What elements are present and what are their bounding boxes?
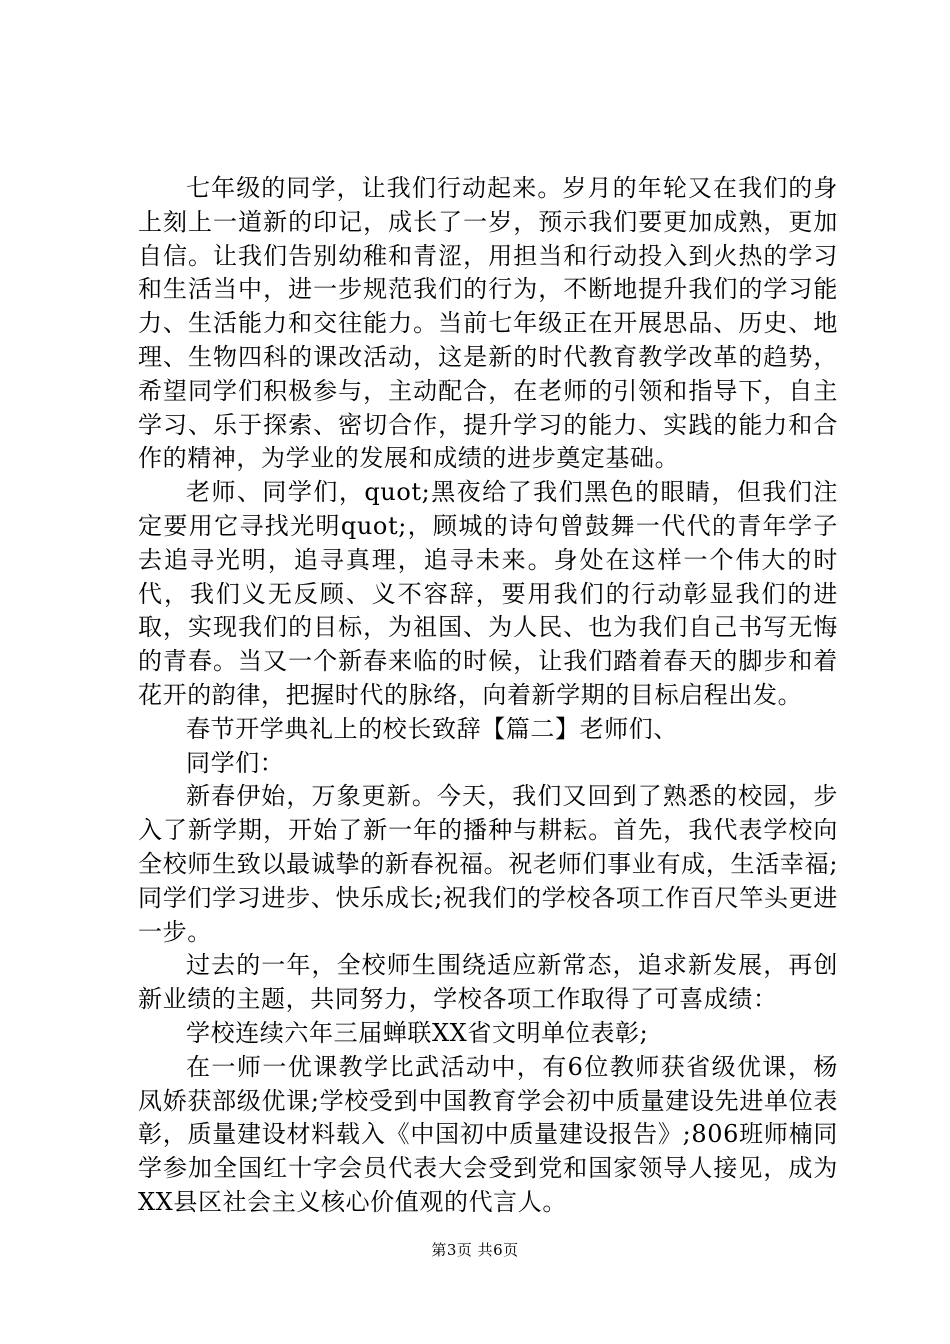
paragraph-speech-title: 春节开学典礼上的校长致辞【篇二】老师们、	[186, 714, 678, 743]
paragraph-grade-seven: 七年级的同学，让我们行动起来。岁月的年轮又在我们的身上刻上一道新的印记，成长了一岁，预示我们要更加成熟，更加自信。让我们告别幼稚和青涩，用担当和行动投入到火热的学习和生活当中，进一步规范我们的行为，不断地提升我们的学习能力、生活能力和交往能力。当前七年级正在开展思品、历史、地理、生物四科的课改活动，这是新的时代教育教学改革的趋势，希望同学们积极参与，主动配合，在老师的引领和指导下，自主学习、乐于探索、密切合作，提升学习的能力、实践的能力和合作的精神，为学业的发展和成绩的进步奠定基础。	[138, 174, 838, 473]
page-number-footer: 第3页 共6页	[431, 1241, 519, 1259]
document-body	[138, 172, 838, 1220]
paragraph-civilized-unit: 学校连续六年三届蝉联XX省文明单位表彰;	[186, 1018, 649, 1047]
paragraph-teachers-students: 老师、同学们，quot;黑夜给了我们黑色的眼睛，但我们注定要用它寻找光明quot;，顾城的诗句曾鼓舞一代代的青年学子去追寻光明，追寻真理，追寻未来。身处在这样一个伟大的时代，我们义无反顾、义不容辞，要用我们的行动彰显我们的进取，实现我们的目标，为祖国、为人民、也为我们自己书写无悔的青春。当又一个新春来临的时候，让我们踏着春天的脚步和着花开的韵律，把握时代的脉络，向着新学期的目标启程出发。	[138, 478, 838, 709]
paragraph-past-year: 过去的一年，全校师生围绕适应新常态，追求新发展，再创新业绩的主题，共同努力，学校各项工作取得了可喜成绩：	[138, 951, 838, 1014]
paragraph-salutation: 同学们：	[186, 748, 285, 777]
paragraph-achievements: 在一师一优课教学比武活动中，有6位教师获省级优课，杨凤娇获部级优课;学校受到中国教育学会初中质量建设先进单位表彰，质量建设材料载入《中国初中质量建设报告》;806班师楠同学参加全国红十字会员代表大会受到党和国家领导人接见，成为XX县区社会主义核心价值观的代言人。	[138, 1052, 838, 1216]
paragraph-new-spring: 新春伊始，万象更新。今天，我们又回到了熟悉的校园，步入了新学期，开始了新一年的播种与耕耘。首先，我代表学校向全校师生致以最诚挚的新春祝福。祝老师们事业有成，生活幸福;同学们学习进步、快乐成长;祝我们的学校各项工作百尺竿头更进一步。	[138, 782, 838, 946]
